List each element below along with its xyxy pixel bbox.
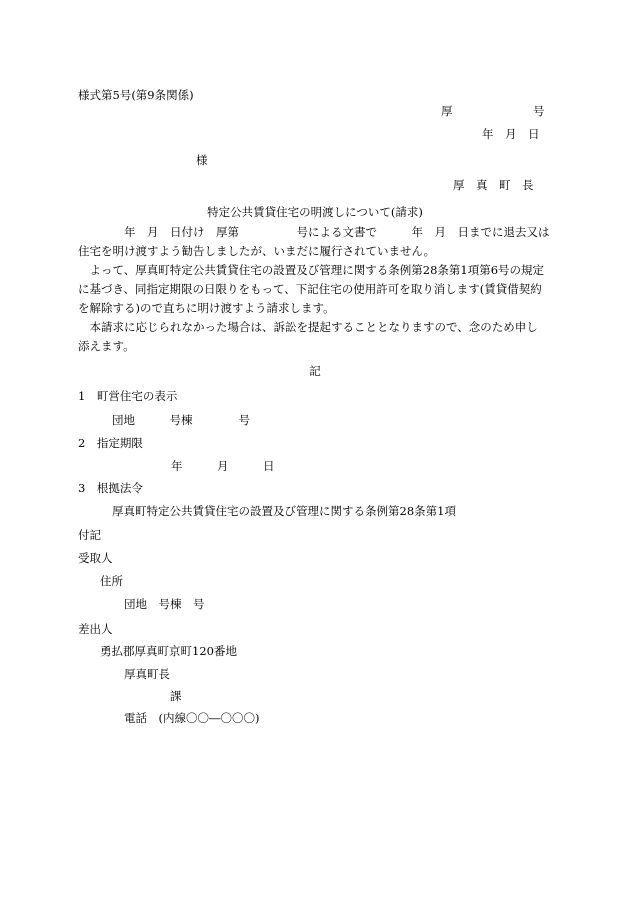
form-number: 様式第5号(第9条関係) <box>78 88 194 102</box>
issuer: 厚 真 町 長 <box>453 178 534 192</box>
item3-title: 3 根拠法令 <box>78 481 143 495</box>
address-value: 団地 号棟 号 <box>124 597 205 611</box>
issue-date: 年 月 日 <box>482 127 540 141</box>
address-label: 住所 <box>100 574 123 588</box>
section-label: 課 <box>170 689 182 703</box>
item2-value: 年 月 日 <box>171 459 275 473</box>
body-line: 住宅を明け渡すよう勧告しましたが、いまだに履行されていません。 <box>78 244 436 258</box>
ki-heading: 記 <box>309 364 321 378</box>
sender-name: 厚真町長 <box>124 667 170 681</box>
phone-line: 電話 (内線〇〇―〇〇〇) <box>124 711 260 725</box>
item3-value: 厚真町特定公共賃貸住宅の設置及び管理に関する条例第28条第1項 <box>112 504 456 518</box>
body-line: を解除する)ので直ちに明け渡すよう請求します。 <box>78 301 335 315</box>
body-line: に基づき、同指定期限の日限りをもって、下記住宅の使用許可を取り消します(賃貸借契約 <box>78 282 542 296</box>
body-line: 年 月 日付け 厚第 号による文書で 年 月 日までに退去又は <box>78 225 550 239</box>
body-line: 本請求に応じられなかった場合は、訴訟を提起することとなりますので、念のため申し <box>78 320 538 334</box>
item1-title: 1 町営住宅の表示 <box>78 389 178 403</box>
body-text <box>78 223 552 356</box>
addressee: 様 <box>196 153 208 167</box>
body-line: 添えます。 <box>78 339 135 353</box>
body-line: よって、厚真町特定公共賃貸住宅の設置及び管理に関する条例第28条第1項第6号の規定 <box>78 263 545 277</box>
document-title: 特定公共賃貸住宅の明渡しについて(請求) <box>207 205 423 219</box>
fuki-label: 付記 <box>78 528 101 542</box>
item1-value: 団地 号棟 号 <box>112 413 250 427</box>
document-number: 厚 号 <box>441 104 545 118</box>
sender-address: 勇払郡厚真町京町120番地 <box>100 644 237 658</box>
recipient-label: 受取人 <box>78 551 113 565</box>
sender-label: 差出人 <box>78 622 113 636</box>
item2-title: 2 指定期限 <box>78 436 143 450</box>
